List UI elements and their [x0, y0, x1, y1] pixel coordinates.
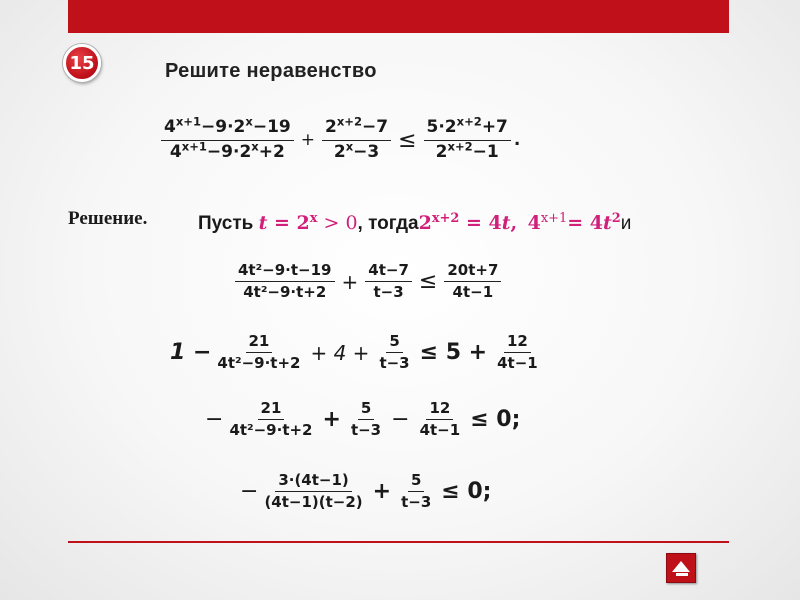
step-2: 1 − $\frac{21}{\text{4t²−9·t+2}}$ + 4 + $\frac{5}{t-3}$ ≤ 5 + $\frac{12}{4t-1}$	[170, 332, 538, 373]
back-to-top-button[interactable]	[666, 553, 696, 583]
task-title: Решите неравенство	[165, 60, 377, 82]
bottom-divider	[68, 541, 729, 543]
solution-label: Решение.	[68, 208, 148, 229]
problem-fraction-2: $\frac{2^{x+2}-7}{2^x-3}$	[322, 118, 391, 162]
up-arrow-icon	[672, 561, 690, 572]
problem-fraction-1: $\frac{4^{x+1}-9\cdot 2^x-19}{4^{x+1}-9\cdot 2^x+2}$	[161, 118, 294, 162]
problem-fraction-3: $\frac{5\cdot 2^{x+2}+7}{2^{x+2}-1}$	[424, 118, 511, 162]
top-red-bar	[68, 0, 729, 33]
step-3: − $\frac{21}{\text{4t²−9·t+2}}$ + $\frac{5}{t-3}$ − $\frac{12}{4t-1}$ ≤ 0;	[205, 399, 521, 440]
problem-inequality: $\frac{4^{x+1}-9\cdot 2^x-19}{4^{x+1}-9\cdot 2^x+2}$ + $\frac{2^{x+2}-7}{2^x-3}$ ≤ $\frac{5\cdot 2^{x+2}+7}{2^{x+2}-1}$ .	[158, 118, 520, 162]
step-1: $\frac{\text{4t²−9·t−19}}{\text{4t²−9·t+2}}$ + $\frac{4t-7}{t-3}$ ≤ $\frac{20t+7}{4t-1}$	[232, 262, 504, 302]
task-number-badge: 15	[63, 44, 101, 82]
step-4: − $\frac{3\cdot(4t-1)}{(4t-1)(t-2)}$ + $\frac{5}{t-3}$ ≤ 0;	[240, 471, 492, 512]
substitution-line: Пусть $t = 2^x > 0$ , тогда $2^{x+2} = 4t$, $4^{x+1}= 4t^2$ и	[198, 210, 632, 234]
